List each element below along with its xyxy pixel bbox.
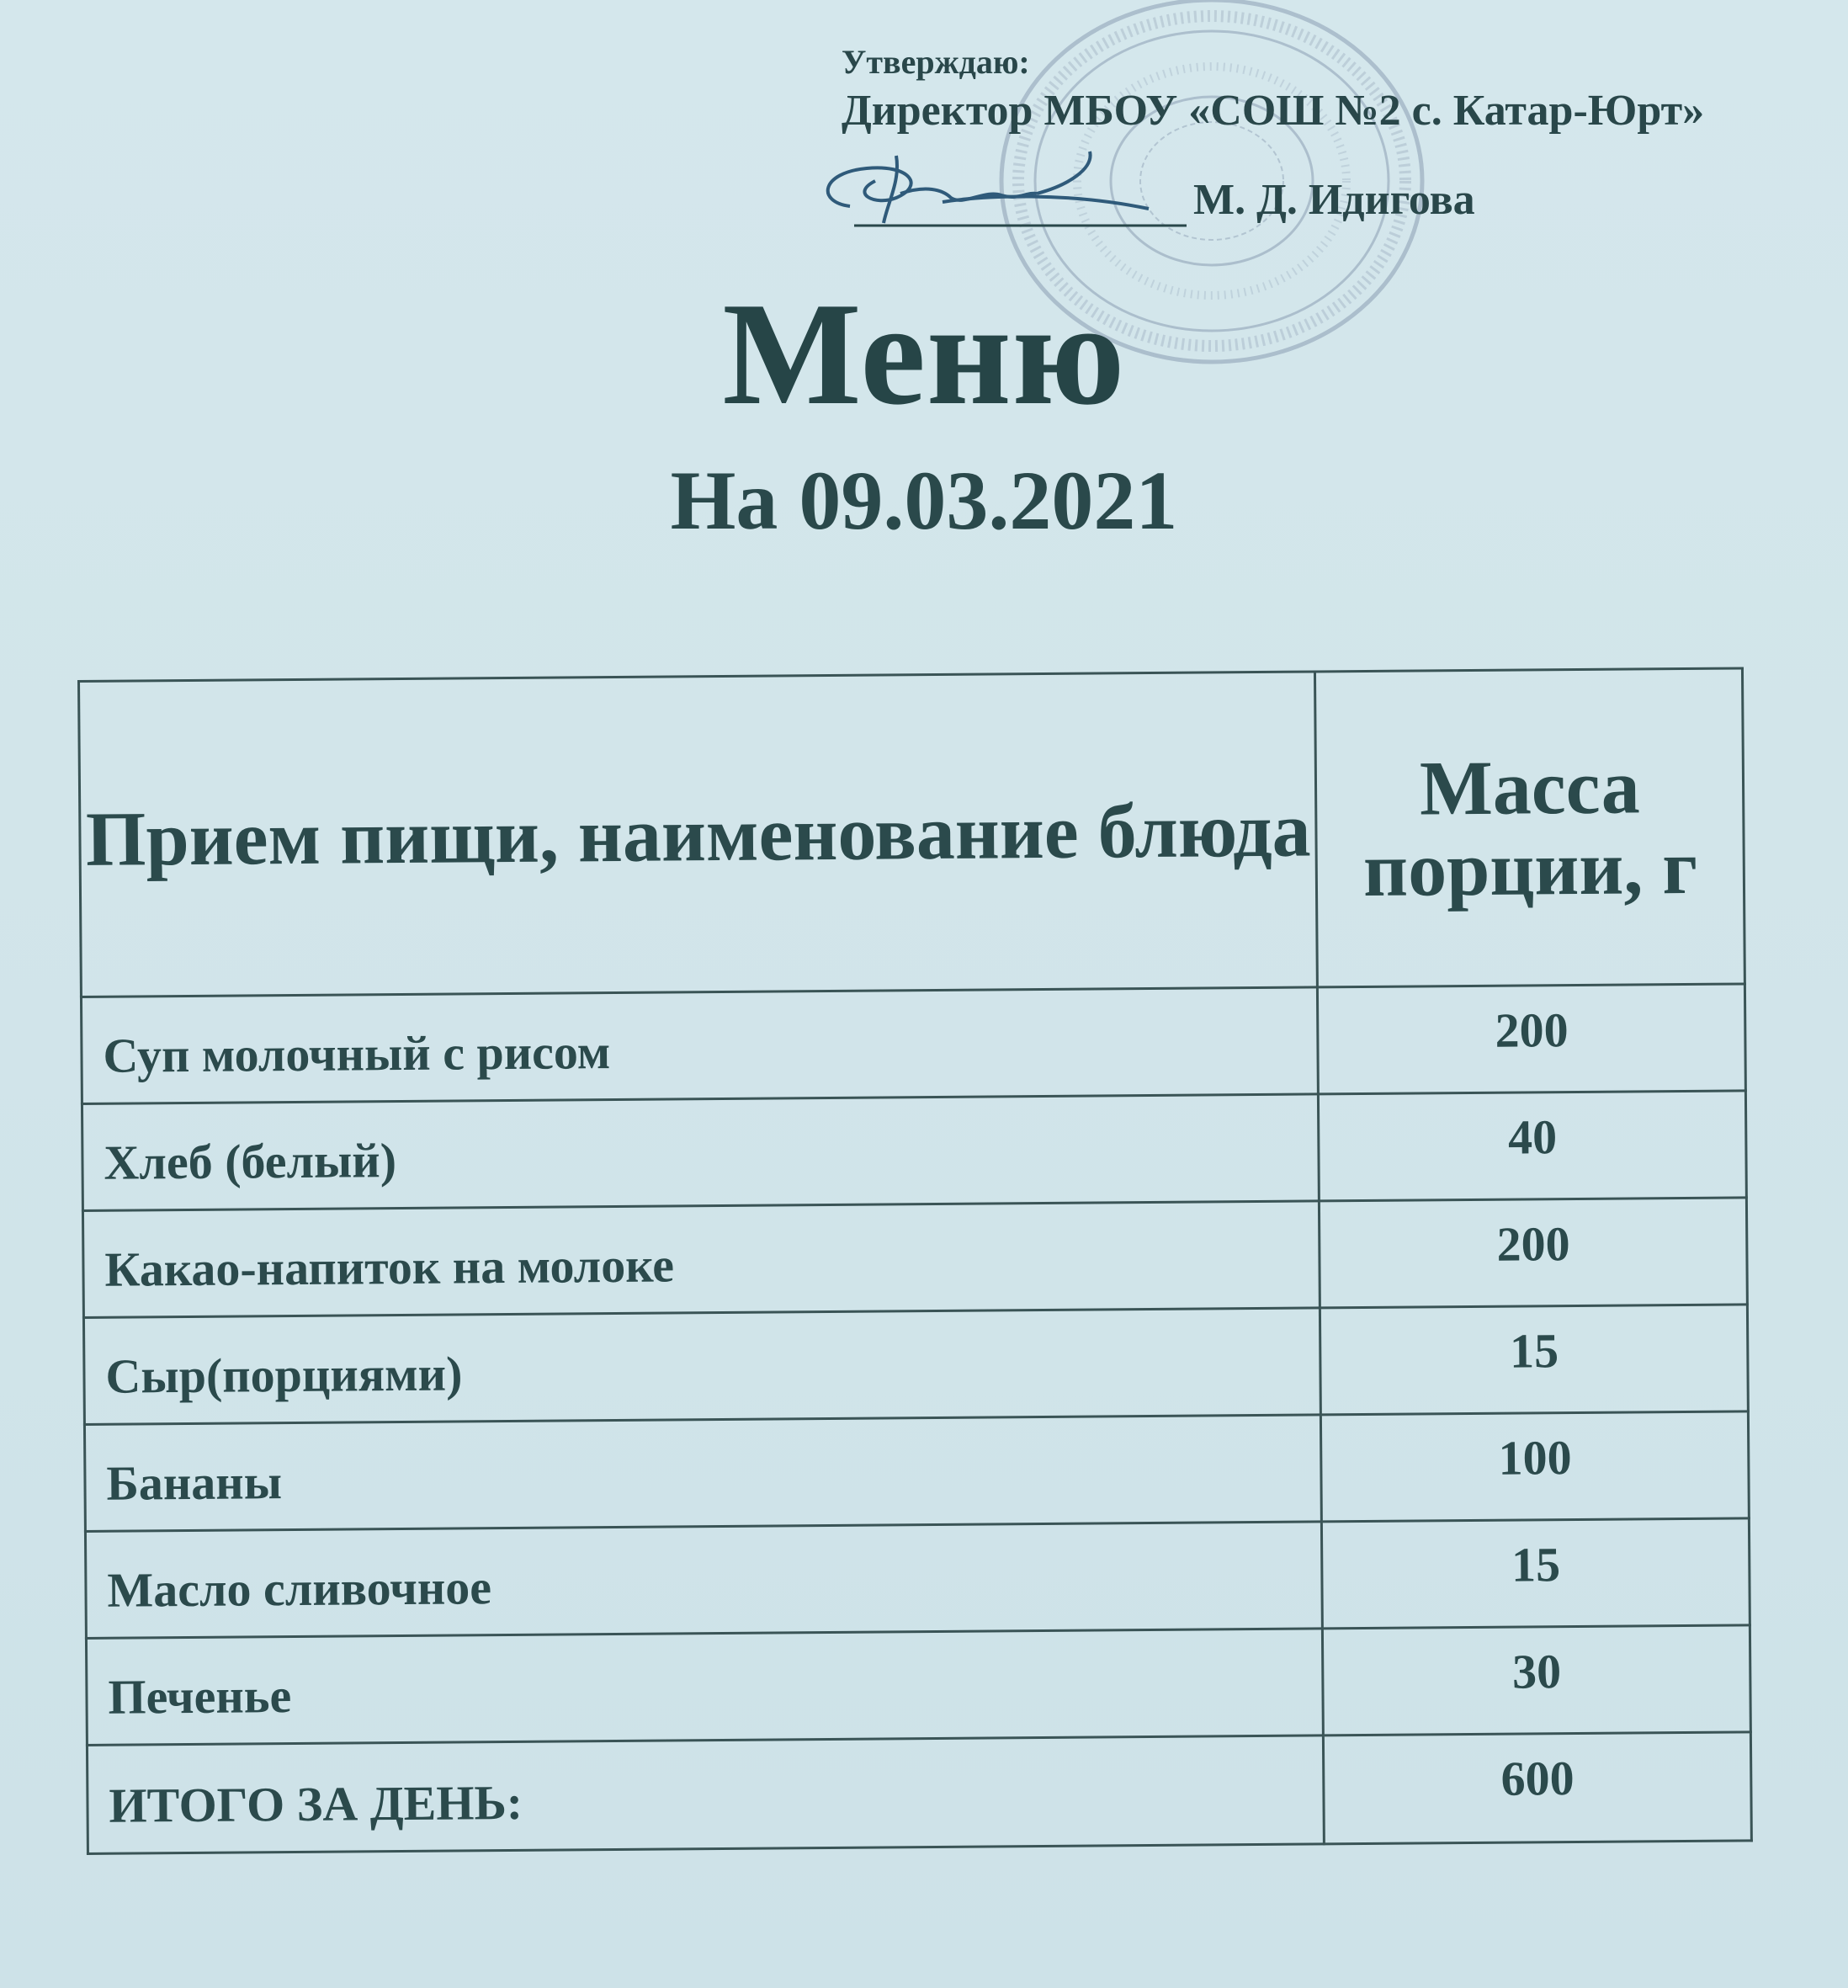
approval-director: Директор МБОУ «СОШ №2 с. Катар-Юрт»: [842, 87, 1705, 135]
table-row: [82, 1198, 1747, 1318]
signature: [816, 143, 1187, 236]
dish-name: Какао-напиток на молоке: [82, 1201, 1320, 1318]
menu-table: [77, 667, 1753, 1855]
dish-name: Масло сливочное: [85, 1522, 1322, 1639]
table-row: [86, 1625, 1750, 1746]
dish-name: Сыр(порциями): [83, 1308, 1320, 1425]
dish-name: Печенье: [86, 1629, 1323, 1746]
dish-mass: 15: [1320, 1305, 1748, 1415]
dish-mass: 15: [1322, 1518, 1750, 1629]
approval-name: М. Д. Идигова: [1193, 176, 1475, 224]
dish-mass: 200: [1318, 984, 1745, 1094]
approval-label: Утверждаю:: [842, 43, 1030, 81]
table-row: [84, 1411, 1749, 1532]
page-title: Меню: [722, 272, 1126, 435]
total-row: [87, 1732, 1751, 1854]
table-row: [81, 984, 1745, 1104]
total-mass: 600: [1324, 1732, 1752, 1844]
dish-mass: 100: [1321, 1411, 1749, 1522]
dish-mass: 40: [1319, 1091, 1746, 1201]
dish-mass: 30: [1323, 1625, 1750, 1736]
dish-name: Суп молочный с рисом: [81, 987, 1318, 1104]
total-label: ИТОГО ЗА ДЕНЬ:: [87, 1736, 1324, 1854]
dish-name: Бананы: [84, 1415, 1321, 1532]
approval-block: [842, 42, 1704, 138]
table-row: [85, 1518, 1750, 1639]
dish-mass: 200: [1320, 1198, 1747, 1308]
header-name: Прием пищи, наименование блюда: [79, 672, 1318, 997]
header-mass: Масса порции, г: [1315, 668, 1744, 987]
table-header-row: [79, 668, 1745, 997]
table-row: [82, 1091, 1746, 1211]
page-subtitle: На 09.03.2021: [670, 454, 1178, 547]
dish-name: Хлеб (белый): [82, 1094, 1319, 1211]
table-row: [83, 1305, 1748, 1425]
